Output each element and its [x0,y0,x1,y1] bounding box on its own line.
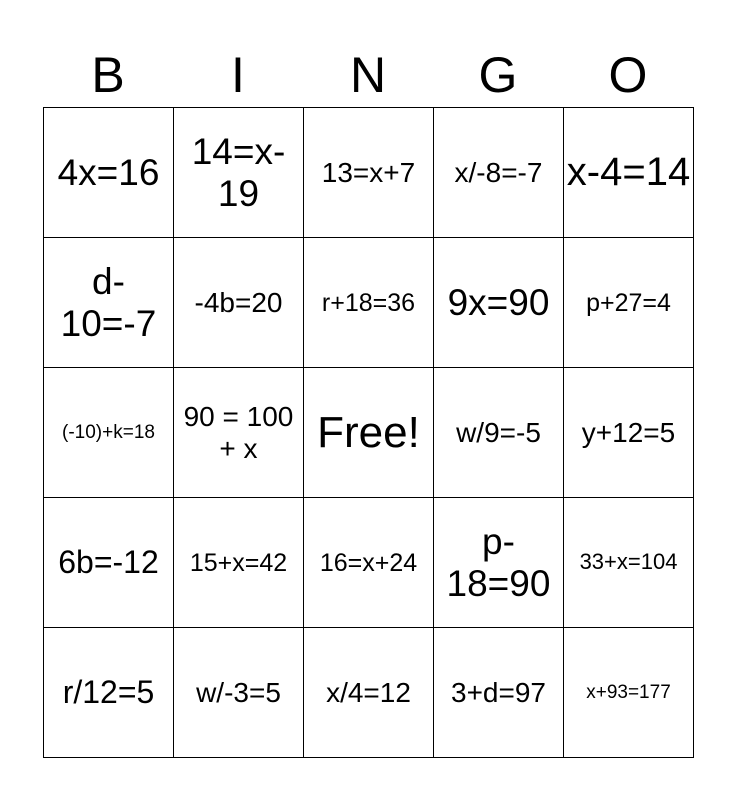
bingo-cell[interactable]: p-18=90 [434,498,564,628]
bingo-cell[interactable]: 16=x+24 [304,498,434,628]
bingo-cell[interactable]: 13=x+7 [304,108,434,238]
bingo-cell[interactable]: 6b=-12 [44,498,174,628]
bingo-header [43,44,693,106]
bingo-cell[interactable]: 33+x=104 [564,498,694,628]
bingo-cell[interactable]: 3+d=97 [434,628,564,758]
bingo-cell[interactable]: 15+x=42 [174,498,304,628]
bingo-cell[interactable]: 4x=16 [44,108,174,238]
board-row-2 [44,238,694,368]
bingo-cell[interactable]: x/-8=-7 [434,108,564,238]
bingo-cell[interactable]: d-10=-7 [44,238,174,368]
bingo-cell[interactable]: 90 = 100 + x [174,368,304,498]
header-letter-n: N [349,47,387,103]
bingo-cell[interactable]: 9x=90 [434,238,564,368]
header-letter-o: O [608,47,648,103]
bingo-cell[interactable]: w/-3=5 [174,628,304,758]
board-row-3 [44,368,694,498]
bingo-cell[interactable]: w/9=-5 [434,368,564,498]
bingo-cell[interactable]: x+93=177 [564,628,694,758]
header-letter-g: G [478,47,518,103]
bingo-cell[interactable]: y+12=5 [564,368,694,498]
bingo-cell[interactable]: x/4=12 [304,628,434,758]
bingo-cell[interactable]: r/12=5 [44,628,174,758]
bingo-board [43,107,694,758]
bingo-cell[interactable]: x-4=14 [564,108,694,238]
bingo-cell[interactable]: p+27=4 [564,238,694,368]
bingo-cell[interactable]: r+18=36 [304,238,434,368]
board-row-5 [44,628,694,758]
bingo-cell[interactable]: 14=x-19 [174,108,304,238]
board-row-4 [44,498,694,628]
bingo-cell[interactable]: (-10)+k=18 [44,368,174,498]
header-letter-i: I [231,47,245,103]
header-letter-b: B [91,47,125,103]
free-space[interactable]: Free! [304,368,434,498]
bingo-cell[interactable]: -4b=20 [174,238,304,368]
board-row-1 [44,108,694,238]
